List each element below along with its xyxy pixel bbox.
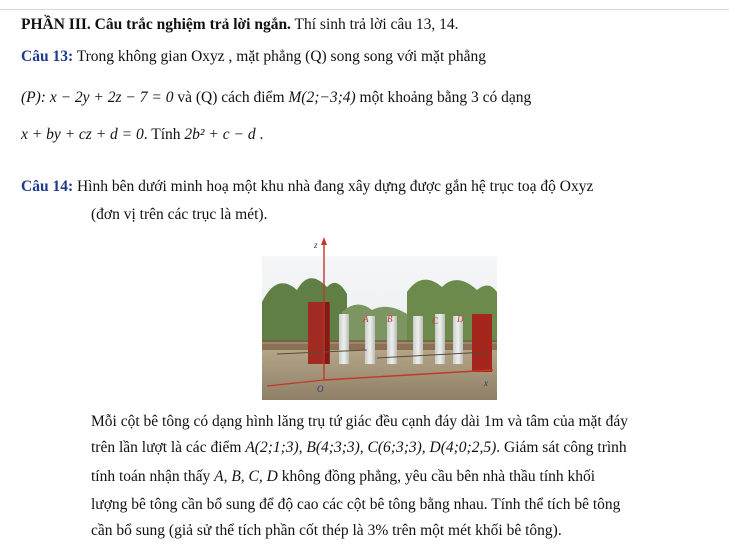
q13-text-3a: . Tính [143, 126, 185, 143]
q13-line-2 [21, 88, 531, 108]
red-formwork-right [472, 314, 492, 372]
axis-z-label: z [314, 240, 318, 250]
q13-line-1 [21, 47, 486, 67]
q14-para-line-1: Mỗi cột bê tông có dạng hình lăng trụ tứ giác đều cạnh đáy dài 1m và tâm của mặt đáy [91, 413, 628, 430]
q14-para-2a: trên lần lượt là các điểm [91, 439, 246, 456]
point-d-label: D [457, 314, 464, 324]
q14-line-2: (đơn vị trên các trục là mét). [91, 206, 268, 223]
q13-plane-p: (P): x − 2y + 2z − 7 = 0 [21, 89, 174, 106]
section-heading-bold: PHẦN III. Câu trắc nghiệm trả lời ngắn. [21, 16, 291, 33]
q13-text-2b: một khoảng bằng 3 có dạng [355, 89, 532, 106]
q14-para-2b: . Giám sát công trình [496, 439, 627, 456]
q14-para-3a: tính toán nhận thấy [91, 468, 215, 485]
q14-para-line-3 [91, 467, 595, 487]
section-heading [21, 15, 459, 35]
q14-para-line-4: lượng bê tông cần bổ sung để độ cao các cột bê tông bằng nhau. Tính thể tích bê tông [91, 496, 621, 513]
construction-site-figure [247, 232, 497, 400]
q14-point-names: A, B, C, D [214, 468, 278, 485]
q13-expression: 2b² + c − d [184, 126, 256, 143]
point-b-label: B [387, 314, 393, 324]
q13-point-m: M(2;−3;4) [288, 89, 356, 106]
q14-points: A(2;1;3), B(4;3;3), C(6;3;3), D(4;0;2,5) [245, 439, 497, 456]
q14-para-line-5: cần bổ sung (giả sử thể tích phần cốt thép là 3% trên một mét khối bê tông). [91, 522, 562, 539]
trees-left [262, 278, 347, 342]
q13-text-1: Trong không gian Oxyz , mặt phẳng (Q) song song với mặt phẳng [73, 48, 487, 65]
q13-text-2a: và (Q) cách điểm [173, 89, 289, 106]
q14-para-3b: không đồng phẳng, yêu cầu bên nhà thầu tính khối [277, 468, 596, 485]
pillar-3 [413, 316, 423, 364]
q13-plane-form: x + by + cz + d = 0 [21, 126, 144, 143]
origin-label: O [317, 384, 324, 394]
point-c-label: C [432, 316, 439, 326]
pillar-1 [339, 314, 349, 364]
q13-line-3 [21, 125, 263, 145]
q14-line-1 [21, 177, 593, 197]
q14-text-1: Hình bên dưới minh hoạ một khu nhà đang xây dựng được gắn hệ trục toạ độ Oxyz [73, 178, 594, 195]
q14-label: Câu 14: [21, 178, 74, 195]
section-heading-rest: Thí sinh trả lời câu 13, 14. [290, 16, 459, 33]
axis-x-label: x [484, 378, 488, 388]
top-divider [0, 9, 729, 10]
q13-label: Câu 13: [21, 48, 74, 65]
q13-text-3b: . [255, 126, 264, 143]
q14-para-line-2 [91, 438, 627, 458]
construction-photo-svg [247, 232, 497, 400]
point-a-label: A [363, 314, 369, 324]
